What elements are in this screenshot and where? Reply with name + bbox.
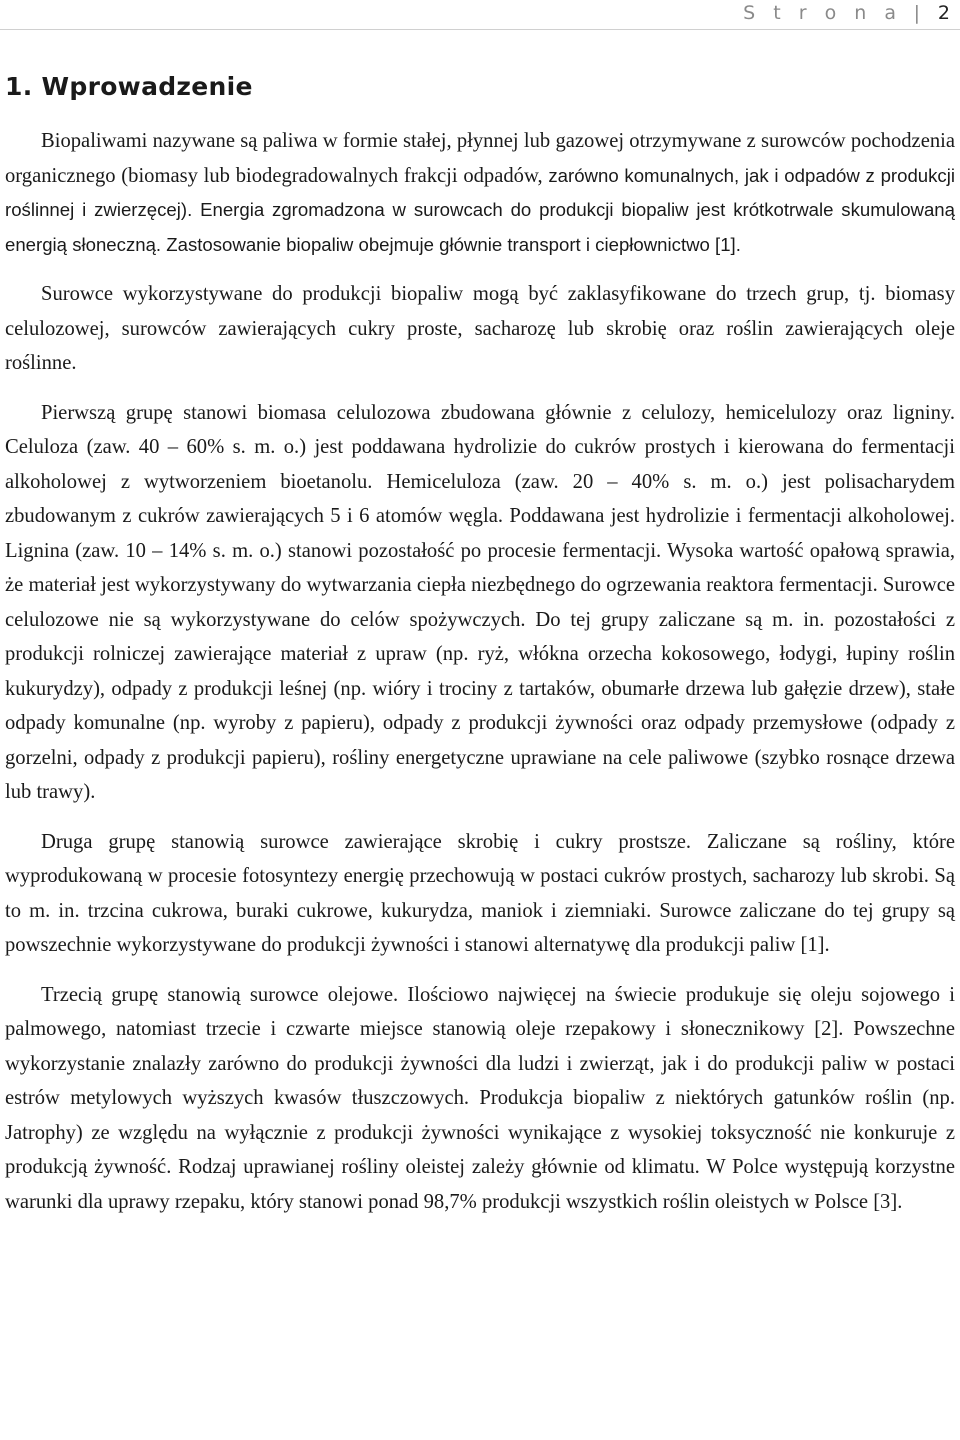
paragraph-definition — [5, 124, 955, 262]
paragraph-definition-part-2: zarówno komunalnych, jak i odpadów z produkcji roślinnej i zwierzęcej). Energia zgromadzona w surowcach do produkcji biopaliw jest krótkotrwale skumulowaną energią słoneczną. Zastosowanie biopaliw obejmuje głównie transport i ciepłownictwo [1]. — [5, 164, 955, 255]
page-header — [0, 0, 960, 30]
paragraph-second-group-text: Druga grupę stanowią surowce zawierające skrobię i cukry prostsze. Zaliczane są rośliny, które wyprodukowaną w procesie fotosyntezy energię przechowują w postaci cukrów prostych, sacharozy lub skrobi. Są to m. in. trzcina cukrowa, buraki cukrowe, kukurydza, maniok i ziemniaki. Surowce zaliczane do tej grupy są powszechnie wykorzystywane do produkcji żywności i stanowi alternatywę dla produkcji paliw [1]. — [5, 830, 955, 956]
page-label: S t r o n a — [743, 2, 902, 24]
paragraph-third-group — [5, 978, 955, 1220]
paragraph-first-group-text: Pierwszą grupę stanowi biomasa celulozowa zbudowana głównie z celulozy, hemicelulozy oraz ligniny. Celuloza (zaw. 40 – 60% s. m. o.) jest poddawana hydrolizie do cukrów prostych i kierowana do fermentacji alkoholowej z wytworzeniem bioetanolu. Hemiceluloza (zaw. 20 – 40% s. m. o.) jest polisacharydem zbudowanym z cukrów zawierających 5 i 6 atomów węgla. Poddawana jest hydrolizie i fermentacji alkoholowej. Lignina (zaw. 10 – 14% s. m. o.) stanowi pozostałość po procesie fermentacji. Wysoka wartość opałową sprawia, że materiał jest wykorzystywany do wytwarzania ciepła niezbędnego do ogrzewania reaktora fermentacji. Surowce celulozowe nie są wykorzystywane do celów spożywczych. Do tej grupy zaliczane są m. in. pozostałości z produkcji rolniczej zawierające materiał z upraw (np. ryż, włókna orzecha kokosowego, łodygi, łupiny roślin kukurydzy), odpady z produkcji leśnej (np. wióry i trociny z tartaków, obumarłe drzewa lub gałęzie drzew), stałe odpady komunalne (np. wyroby z papieru), odpady z produkcji żywności oraz odpady przemysłowe (odpady z gorzelni, odpady z produkcji papieru), rośliny energetyczne uprawiane na cele paliwowe (szybko rosnące drzewa lub trawy). — [5, 401, 955, 803]
section-heading: 1. Wprowadzenie — [5, 72, 253, 101]
header-divider — [0, 29, 960, 30]
body-text — [5, 124, 955, 1219]
paragraph-groups-part-1: Surowce wykorzystywane do produkcji biopaliw mogą być zaklasyfikowane do trzech grup, tj. — [41, 283, 886, 305]
paragraph-third-group-text: Trzecią grupę stanowią surowce olejowe. Ilościowo najwięcej na świecie produkuje się oleju sojowego i palmowego, natomiast trzecie i czwarte miejsce stanowią oleje rzepakowy i słonecznikowy [2]. Powszechne wykorzystanie znalazły zarówno do produkcji żywności dla ludzi i zwierząt, jak i do produkcji paliw w postaci estrów metylowych wyższych kwasów tłuszczowych. Produkcja biopaliw z niektórych gatunków roślin (np. Jatrophy) ze względu na wyłącznie z produkcji żywności wynikające z wysokiej toksyczność nie konkuruje z produkcją żywność. Rodzaj uprawianej rośliny oleistej zależy głównie od klimatu. W Polce występują korzystne warunki dla uprawy rzepaku, który stanowi ponad 98,7% produkcji wszystkich roślin oleistych w Polsce [3]. — [5, 983, 955, 1213]
page-number-separator: | — [913, 2, 920, 24]
paragraph-groups — [5, 277, 955, 381]
paragraph-groups-part-2: biomasy celulozowej, surowców zawierających cukry proste, sacharozę lub skrobię oraz roślin zawierających oleje roślinne. — [5, 283, 955, 374]
paragraph-second-group — [5, 825, 955, 963]
page-number: 2 — [937, 2, 950, 24]
paragraph-definition-part-1: Biopaliwami nazywane są paliwa w formie stałej, płynnej lub gazowej otrzymywane z surowców pochodzenia organicznego (biomasy lub biodegradowalnych frakcji odpadów, — [5, 130, 955, 187]
paragraph-first-group — [5, 396, 955, 810]
